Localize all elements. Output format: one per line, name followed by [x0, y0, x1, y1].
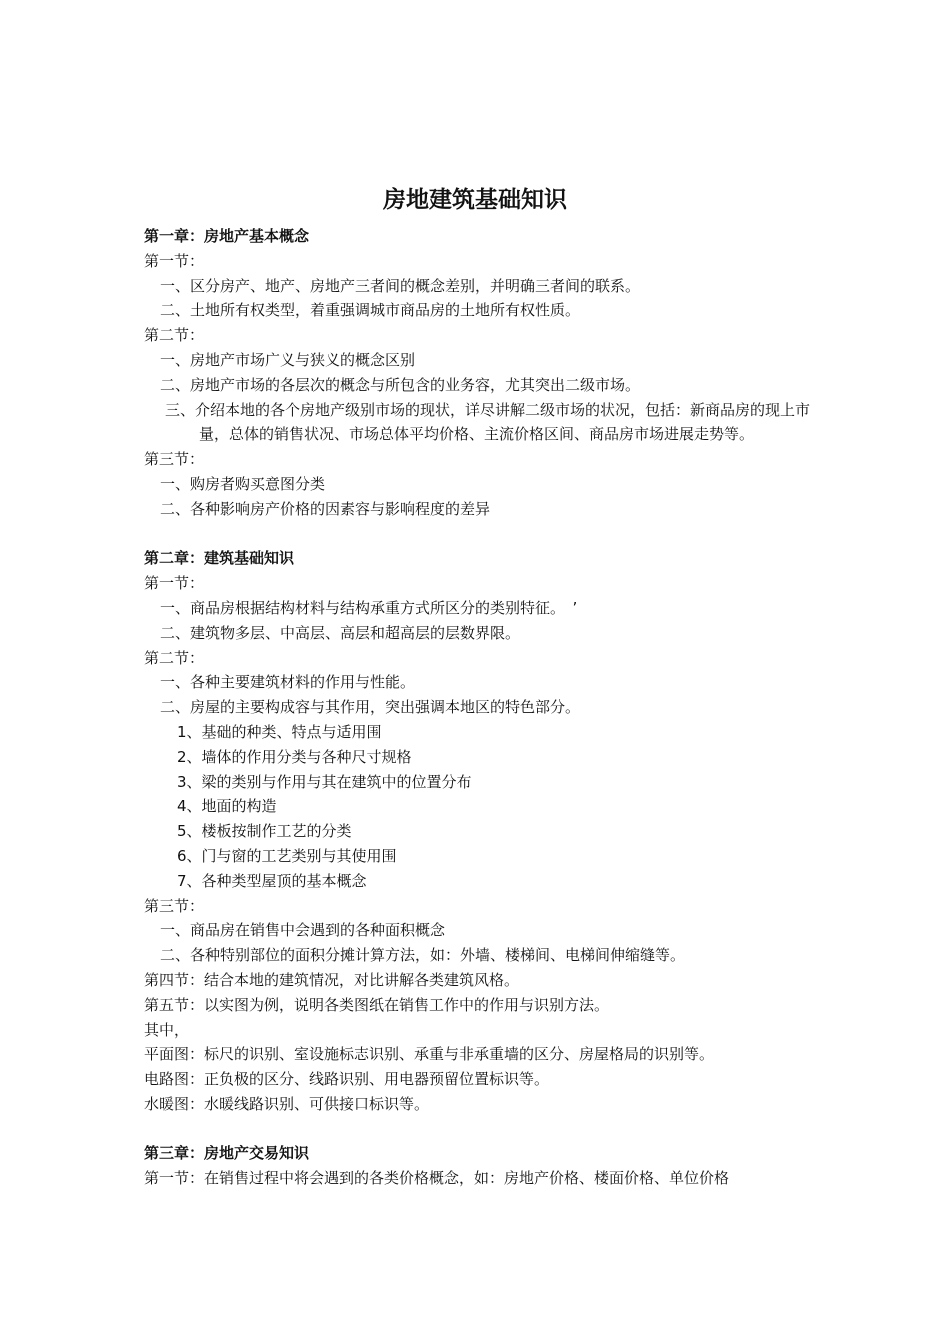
section-heading: 第一节： [144, 574, 205, 593]
paragraph-line: 其中， [144, 1020, 190, 1039]
chapter-heading: 第一章：房地产基本概念 [144, 227, 310, 245]
document-title: 房地建筑基础知识 [383, 187, 567, 213]
blank-line [144, 522, 824, 547]
section-heading: 第二节： [144, 326, 205, 345]
list-item: 二、建筑物多层、中高层、高层和超高层的层数界限。 [160, 623, 521, 642]
paragraph-line: 水暖图：水暖线路识别、可供接口标识等。 [144, 1094, 430, 1113]
chapter-heading: 第二章：建筑基础知识 [144, 549, 295, 568]
section-heading: 第四节：结合本地的建筑情况，对比讲解各类建筑风格。 [144, 970, 520, 989]
list-item: 一、购房者购买意图分类 [160, 474, 326, 493]
sub-list-item: 3、梁的类别与作用与其在建筑中的位置分布 [177, 772, 472, 791]
document-body [144, 224, 824, 1191]
list-item: 一、商品房根据结构材料与结构承重方式所区分的类别特征。 ’ [160, 598, 578, 617]
sub-list-item: 7、各种类型屋顶的基本概念 [177, 871, 367, 890]
sub-list-item: 2、墙体的作用分类与各种尺寸规格 [177, 747, 412, 766]
list-item: 三、介绍本地的各个房地产级别市场的现状，详尽讲解二级市场的状况，包括：新商品房的现上市量，总体的销售状况、市场总体平均价格、主流价格区间、商品房市场进展走势等。 [165, 400, 811, 444]
chapter-heading: 第三章：房地产交易知识 [144, 1144, 310, 1163]
sub-list-item: 5、楼板按制作工艺的分类 [177, 822, 352, 841]
list-item: 二、土地所有权类型，着重强调城市商品房的土地所有权性质。 [160, 301, 581, 320]
section-heading: 第一节： [144, 251, 205, 270]
sub-list-item: 1、基础的种类、特点与适用围 [177, 722, 382, 741]
list-item: 二、房屋的主要构成容与其作用，突出强调本地区的特色部分。 [160, 698, 581, 717]
blank-line [144, 1117, 824, 1142]
list-item: 一、房地产市场广义与狭义的概念区别 [160, 350, 416, 369]
sub-list-item: 4、地面的构造 [177, 797, 277, 816]
list-item: 二、各种特别部位的面积分摊计算方法，如：外墙、楼梯间、电梯间伸缩缝等。 [160, 946, 686, 965]
section-heading: 第三节： [144, 896, 205, 915]
section-heading: 第五节：以实图为例，说明各类图纸在销售工作中的作用与识别方法。 [144, 995, 610, 1014]
sub-list-item: 6、门与窗的工艺类别与其使用围 [177, 846, 397, 865]
list-item: 一、区分房产、地产、房地产三者间的概念差别，并明确三者间的联系。 [160, 276, 641, 295]
section-heading: 第三节： [144, 450, 205, 469]
list-item: 二、房地产市场的各层次的概念与所包含的业务容，尤其突出二级市场。 [160, 375, 641, 394]
paragraph-line: 电路图：正负极的区分、线路识别、用电器预留位置标识等。 [144, 1070, 550, 1089]
list-item: 二、各种影响房产价格的因素容与影响程度的差异 [160, 499, 491, 518]
section-heading: 第一节：在销售过程中将会遇到的各类价格概念，如：房地产价格、楼面价格、单位价格 [144, 1169, 730, 1188]
list-item: 一、各种主要建筑材料的作用与性能。 [160, 673, 416, 692]
paragraph-line: 平面图：标尺的识别、室设施标志识别、承重与非承重墙的区分、房屋格局的识别等。 [144, 1045, 715, 1064]
list-item: 一、商品房在销售中会遇到的各种面积概念 [160, 921, 446, 940]
section-heading: 第二节： [144, 648, 205, 667]
